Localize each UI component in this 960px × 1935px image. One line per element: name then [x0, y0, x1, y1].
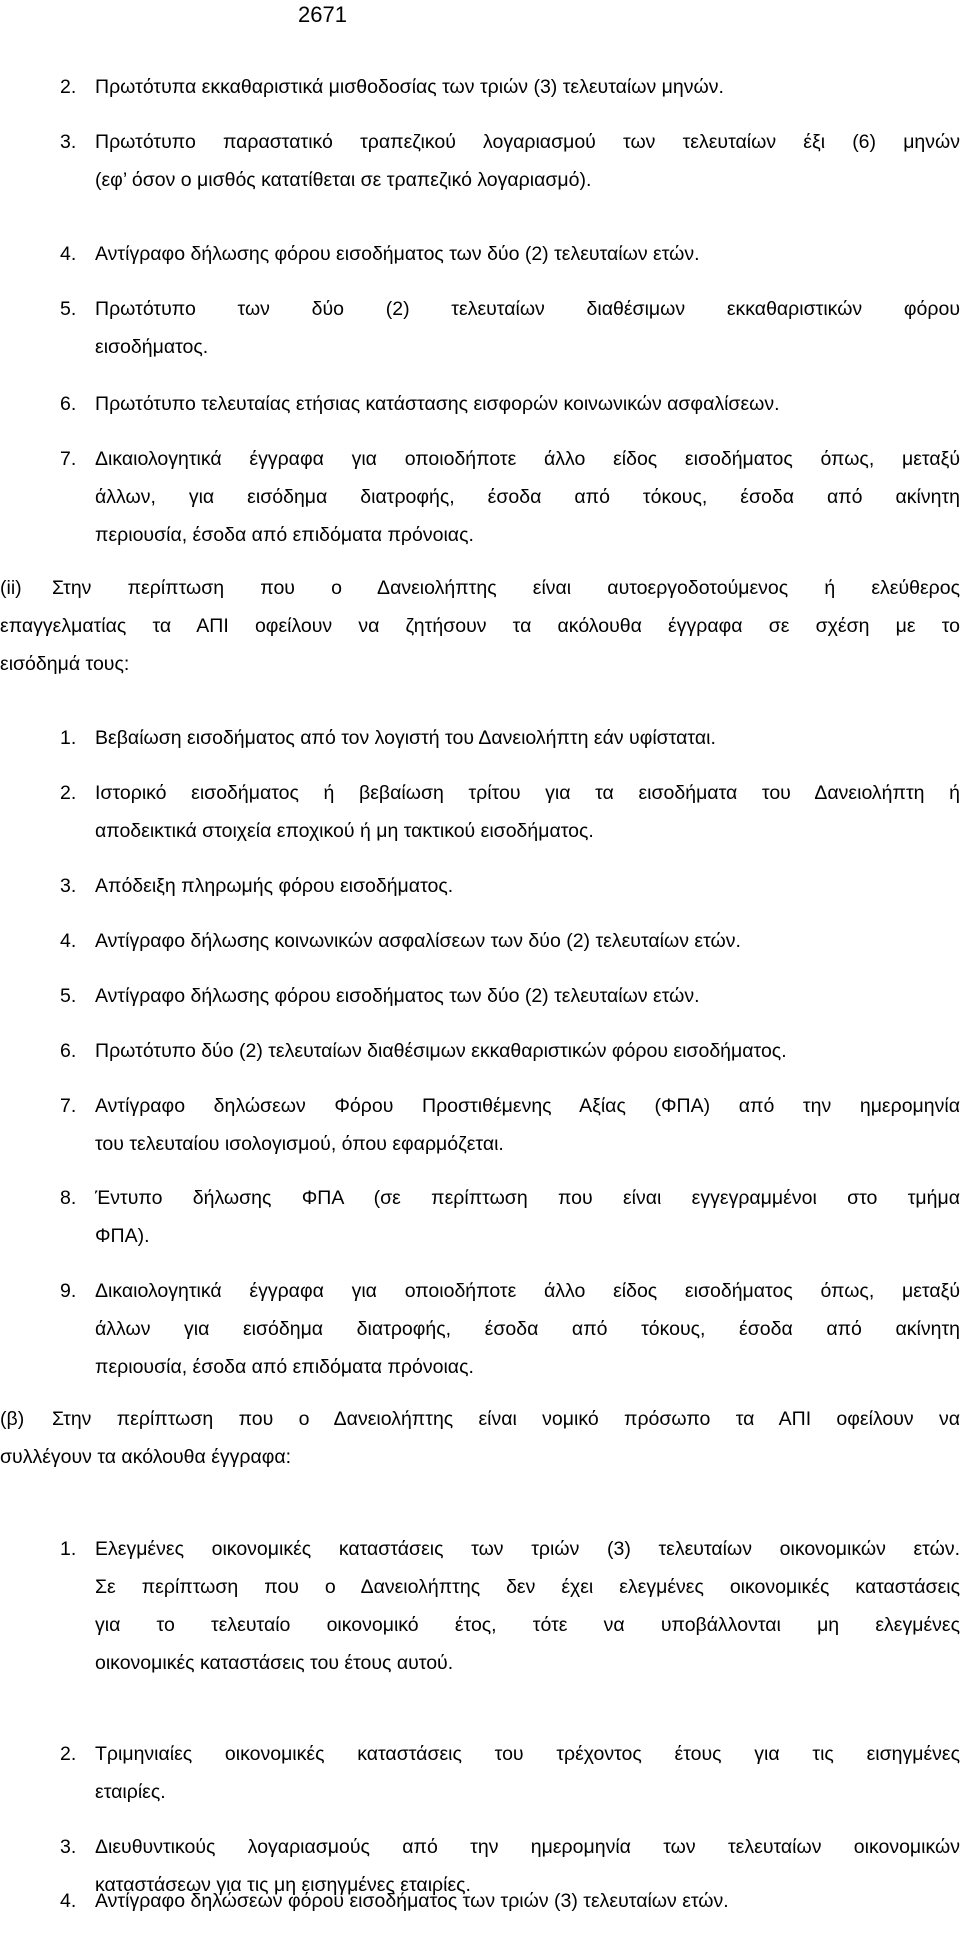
text-line: εισόδημά τους: — [0, 653, 130, 675]
text-line: άλλων για εισόδημα διατροφής, έσοδα από τόκους, έσοδα από ακίνητη — [95, 1318, 960, 1340]
list-item-number: 1. — [60, 727, 77, 749]
list-item-number: 3. — [60, 1836, 77, 1858]
text-line: Πρωτότυπο δύο (2) τελευταίων διαθέσιμων εκκαθαριστικών φόρου εισοδήματος. — [95, 1040, 787, 1062]
list-item-text — [95, 1272, 960, 1386]
text-line: οικονομικές καταστάσεις του έτους αυτού. — [95, 1652, 454, 1674]
list-item-text — [95, 235, 960, 273]
list-item-number: 2. — [60, 76, 77, 98]
list-item-number: 7. — [60, 1095, 77, 1117]
text-line: Σε περίπτωση που ο Δανειολήπτης δεν έχει ελεγμένες οικονομικές καταστάσεις — [95, 1576, 960, 1598]
list-item-text — [95, 385, 960, 423]
text-line: Αντίγραφο δηλώσεων Φόρου Προστιθέμενης Αξίας (ΦΠΑ) από την ημερομηνία — [95, 1095, 960, 1117]
section-label: (β) — [0, 1408, 25, 1430]
list-item-number: 8. — [60, 1187, 77, 1209]
list-item-text — [95, 290, 960, 366]
list-item-number: 6. — [60, 393, 77, 415]
list-item-text — [95, 1032, 960, 1070]
text-line: Απόδειξη πληρωμής φόρου εισοδήματος. — [95, 875, 454, 897]
list-item-text — [95, 719, 960, 757]
text-line: Έντυπο δήλωσης ΦΠΑ (σε περίπτωση που είναι εγγεγραμμένοι στο τμήμα — [95, 1187, 960, 1209]
list-item-text — [95, 1087, 960, 1163]
text-line: για το τελευταίο οικονομικό έτος, τότε να υποβάλλονται μη ελεγμένες — [95, 1614, 960, 1636]
list-item-number: 9. — [60, 1280, 77, 1302]
section-label: (ii) — [0, 577, 22, 599]
list-item-number: 4. — [60, 243, 77, 265]
text-line: ΦΠΑ). — [95, 1225, 150, 1247]
list-item-text — [95, 68, 960, 106]
text-line: αποδεικτικά στοιχεία εποχικού ή μη τακτικού εισοδήματος. — [95, 820, 594, 842]
list-item-number: 4. — [60, 930, 77, 952]
list-item-number: 5. — [60, 985, 77, 1007]
text-line: συλλέγουν τα ακόλουθα έγγραφα: — [0, 1446, 292, 1468]
list-item-text — [95, 1179, 960, 1255]
text-line: περιουσία, έσοδα από επιδόματα πρόνοιας. — [95, 524, 474, 546]
list-item-number: 2. — [60, 782, 77, 804]
text-line: Δικαιολογητικά έγγραφα για οποιοδήποτε άλλο είδος εισοδήματος όπως, μεταξύ — [95, 448, 960, 470]
text-line: Ελεγμένες οικονομικές καταστάσεις των τριών (3) τελευταίων οικονομικών ετών. — [95, 1538, 960, 1560]
text-line: Αντίγραφο δήλωσης κοινωνικών ασφαλίσεων των δύο (2) τελευταίων ετών. — [95, 930, 741, 952]
text-line: (εφ’ όσον ο μισθός κατατίθεται σε τραπεζικό λογαριασμό). — [95, 169, 592, 191]
text-line: Διευθυντικούς λογαριασμούς από την ημερομηνία των τελευταίων οικονομικών — [95, 1836, 960, 1858]
list-item-number: 5. — [60, 298, 77, 320]
text-line: εισοδήματος. — [95, 336, 209, 358]
text-line: καταστάσεων για τις μη εισηγμένες εταιρίες. — [95, 1874, 471, 1896]
text-line: Πρωτότυπο των δύο (2) τελευταίων διαθέσιμων εκκαθαριστικών φόρου — [95, 298, 960, 320]
text-line: Τριμηνιαίες οικονομικές καταστάσεις του τρέχοντος έτους για τις εισηγμένες — [95, 1743, 960, 1765]
text-line: Δικαιολογητικά έγγραφα για οποιοδήποτε άλλο είδος εισοδήματος όπως, μεταξύ — [95, 1280, 960, 1302]
text-line: Αντίγραφο δήλωσης φόρου εισοδήματος των δύο (2) τελευταίων ετών. — [95, 243, 700, 265]
text-line: Αντίγραφο δήλωσης φόρου εισοδήματος των δύο (2) τελευταίων ετών. — [95, 985, 700, 1007]
list-item-number: 7. — [60, 448, 77, 470]
list-item-number: 3. — [60, 875, 77, 897]
list-item-text — [95, 440, 960, 554]
list-item-text — [95, 922, 960, 960]
list-item-text — [95, 977, 960, 1015]
list-item-text — [95, 867, 960, 905]
list-item-number: 6. — [60, 1040, 77, 1062]
list-item-number: 1. — [60, 1538, 77, 1560]
section-paragraph — [0, 569, 960, 683]
text-line: Πρωτότυπα εκκαθαριστικά μισθοδοσίας των τριών (3) τελευταίων μηνών. — [95, 76, 724, 98]
list-item-text — [95, 1530, 960, 1682]
text-line: (β) Στην περίπτωση που ο Δανειολήπτης είναι νομικό πρόσωπο τα ΑΠΙ οφείλουν να — [0, 1400, 960, 1438]
list-item-text — [95, 1735, 960, 1811]
list-item-number: 2. — [60, 1743, 77, 1765]
text-line: Πρωτότυπο παραστατικό τραπεζικού λογαριασμού των τελευταίων έξι (6) μηνών — [95, 131, 960, 153]
page-number: 2671 — [298, 2, 347, 27]
text-line: Πρωτότυπο τελευταίας ετήσιας κατάστασης εισφορών κοινωνικών ασφαλίσεων. — [95, 393, 780, 415]
list-item-number: 3. — [60, 131, 77, 153]
text-line: εταιρίες. — [95, 1781, 166, 1803]
list-item-text — [95, 1882, 960, 1920]
text-line: (ii) Στην περίπτωση που ο Δανειολήπτης είναι αυτοεργοδοτούμενος ή ελεύθερος — [0, 569, 960, 607]
text-line: περιουσία, έσοδα από επιδόματα πρόνοιας. — [95, 1356, 474, 1378]
text-line: άλλων, για εισόδημα διατροφής, έσοδα από τόκους, έσοδα από ακίνητη — [95, 486, 960, 508]
list-item-text — [95, 123, 960, 199]
section-paragraph — [0, 1400, 960, 1476]
text-line: του τελευταίου ισολογισμού, όπου εφαρμόζεται. — [95, 1133, 504, 1155]
text-line: Βεβαίωση εισοδήματος από τον λογιστή του Δανειολήπτη εάν υφίσταται. — [95, 727, 716, 749]
list-item-text — [95, 774, 960, 850]
text-line: επαγγελματίας τα ΑΠΙ οφείλουν να ζητήσουν τα ακόλουθα έγγραφα σε σχέση με το — [0, 615, 960, 637]
text-line: Ιστορικό εισοδήματος ή βεβαίωση τρίτου για τα εισοδήματα του Δανειολήπτη ή — [95, 782, 960, 804]
list-item-number: 4. — [60, 1890, 77, 1912]
text-line: Αντίγραφο δηλώσεων φόρου εισοδήματος των τριών (3) τελευταίων ετών. — [95, 1890, 729, 1912]
